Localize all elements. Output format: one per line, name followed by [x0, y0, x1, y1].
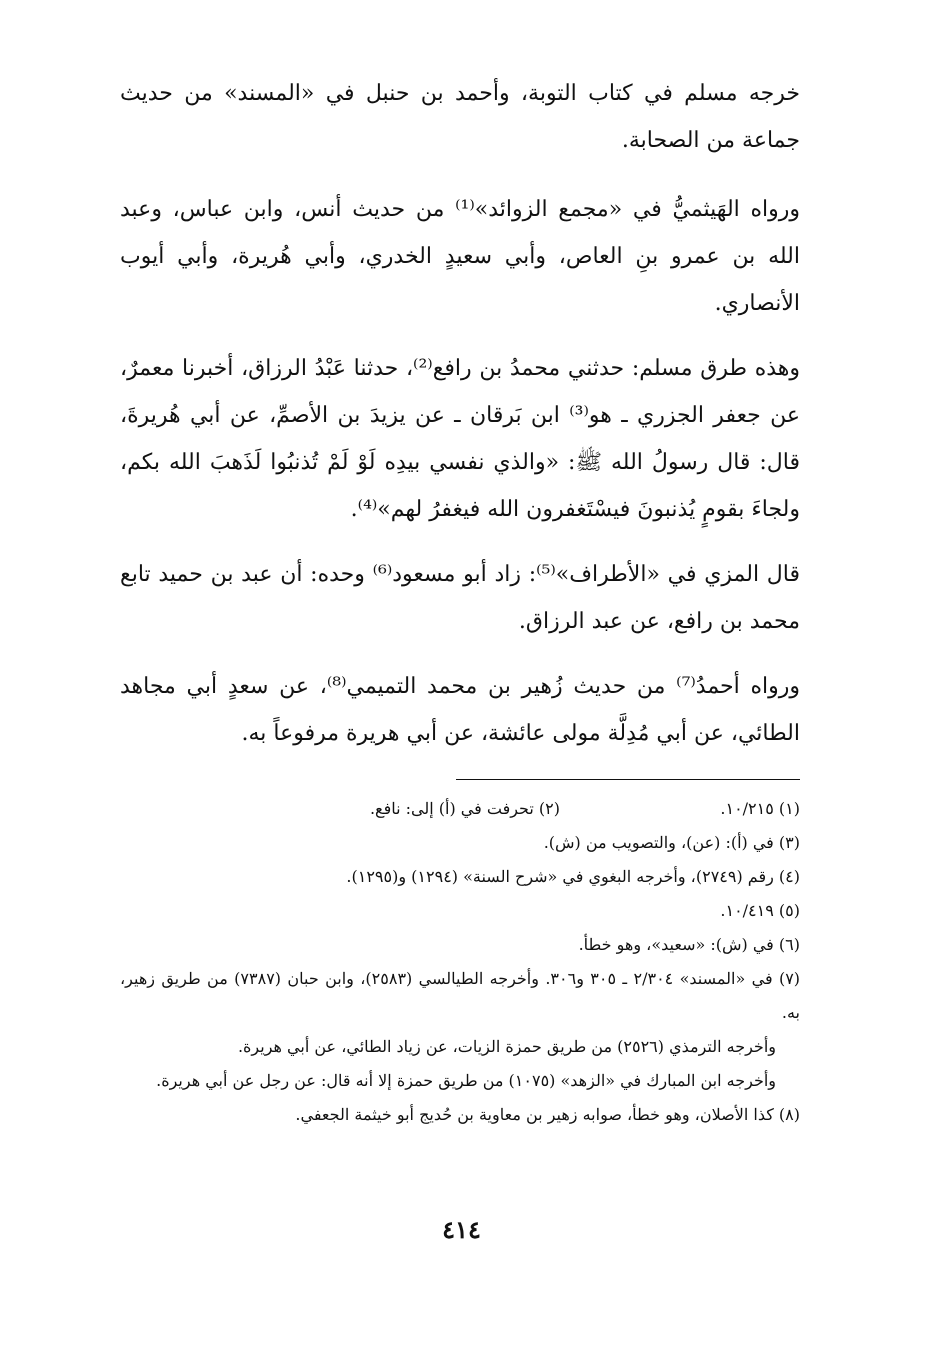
body-paragraph: ورواه أحمدُ⁽⁷⁾ من حديث زُهير بن محمد التميمي⁽⁸⁾، عن سعدٍ أبي مجاهد الطائي، عن أبي مُدِلَّة مولى عائشة، عن أبي هريرة مرفوعاً به. [120, 674, 800, 746]
footnote-7-continuation: وأخرجه الترمذي (٢٥٢٦) من طريق حمزة الزيات، عن زياد الطائي، عن أبي هريرة. [237, 1037, 776, 1056]
footnote-4: (٤) رقم (٢٧٤٩)، وأخرجه البغوي في «شرح السنة» (١٢٩٤) و(١٢٩٥). [346, 867, 800, 886]
body-paragraph: وهذه طرق مسلم: حدثني محمدُ بن رافع⁽²⁾، حدثنا عَبْدُ الرزاق، أخبرنا معمرٌ، عن جعفر الجزري ـ هو⁽³⁾ ابن بَرقان ـ عن يزيدَ بن الأصمِّ، عن أبي هُريرةَ، قال: قال رسولُ الله ﷺ: «والذي نفسي بيدِه لَوْ لَمْ تُذنبُوا لَذَهبَ الله بكم، ولجاءَ بقومٍ يُذنبونَ فيسْتَغفرون الله فيغفرُ لهم»⁽⁴⁾. [120, 356, 800, 522]
footnote-row [120, 792, 800, 826]
footnote-1: (١) ١٠/٢١٥. [720, 799, 800, 818]
footnote-divider [456, 779, 800, 780]
footnote-2: (٢) تحرفت في (أ) إلى: نافع. [369, 799, 560, 818]
page-number: ٤١٤ [442, 1215, 481, 1244]
body-paragraph: ورواه الهَيثميُّ في «مجمع الزوائد»⁽¹⁾ من حديث أنس، وابن عباس، وعبد الله بن عمرو بنِ العاص، وأبي سعيدٍ الخدري، وأبي هُريرة، وأبي أيوب الأنصاري. [120, 197, 800, 316]
footnote-5: (٥) ١٠/٤١٩. [720, 901, 800, 920]
body-paragraph: قال المزي في «الأطراف»⁽⁵⁾: زاد أبو مسعود⁽⁶⁾ وحده: أن عبد بن حميد تابع محمد بن رافع، عن عبد الرزاق. [120, 562, 800, 634]
footnotes [120, 792, 800, 1132]
footnote-8: (٨) كذا الأصلان، وهو خطأ، صوابه زهير بن معاوية بن حُديج أبو خيثمة الجعفي. [295, 1105, 800, 1124]
footnote-6: (٦) في (ش): «سعيد»، وهو خطأ. [578, 935, 800, 954]
body-paragraph: خرجه مسلم في كتاب التوبة، وأحمد بن حنبل في «المسند» من حديث جماعة من الصحابة. [120, 81, 800, 153]
footnote-3: (٣) في (أ): (عن)، والتصويب من (ش). [543, 833, 800, 852]
page-content [120, 70, 800, 1132]
footnote-7-continuation: وأخرجه ابن المبارك في «الزهد» (١٠٧٥) من طريق حمزة إلا أنه قال: عن رجل عن أبي هريرة. [156, 1071, 776, 1090]
footnote-7: (٧) في «المسند» ٢/٣٠٤ ـ ٣٠٥ و٣٠٦. وأخرجه الطيالسي (٢٥٨٣)، وابن حبان (٧٣٨٧) من طريق زهير، به. [120, 969, 801, 1022]
